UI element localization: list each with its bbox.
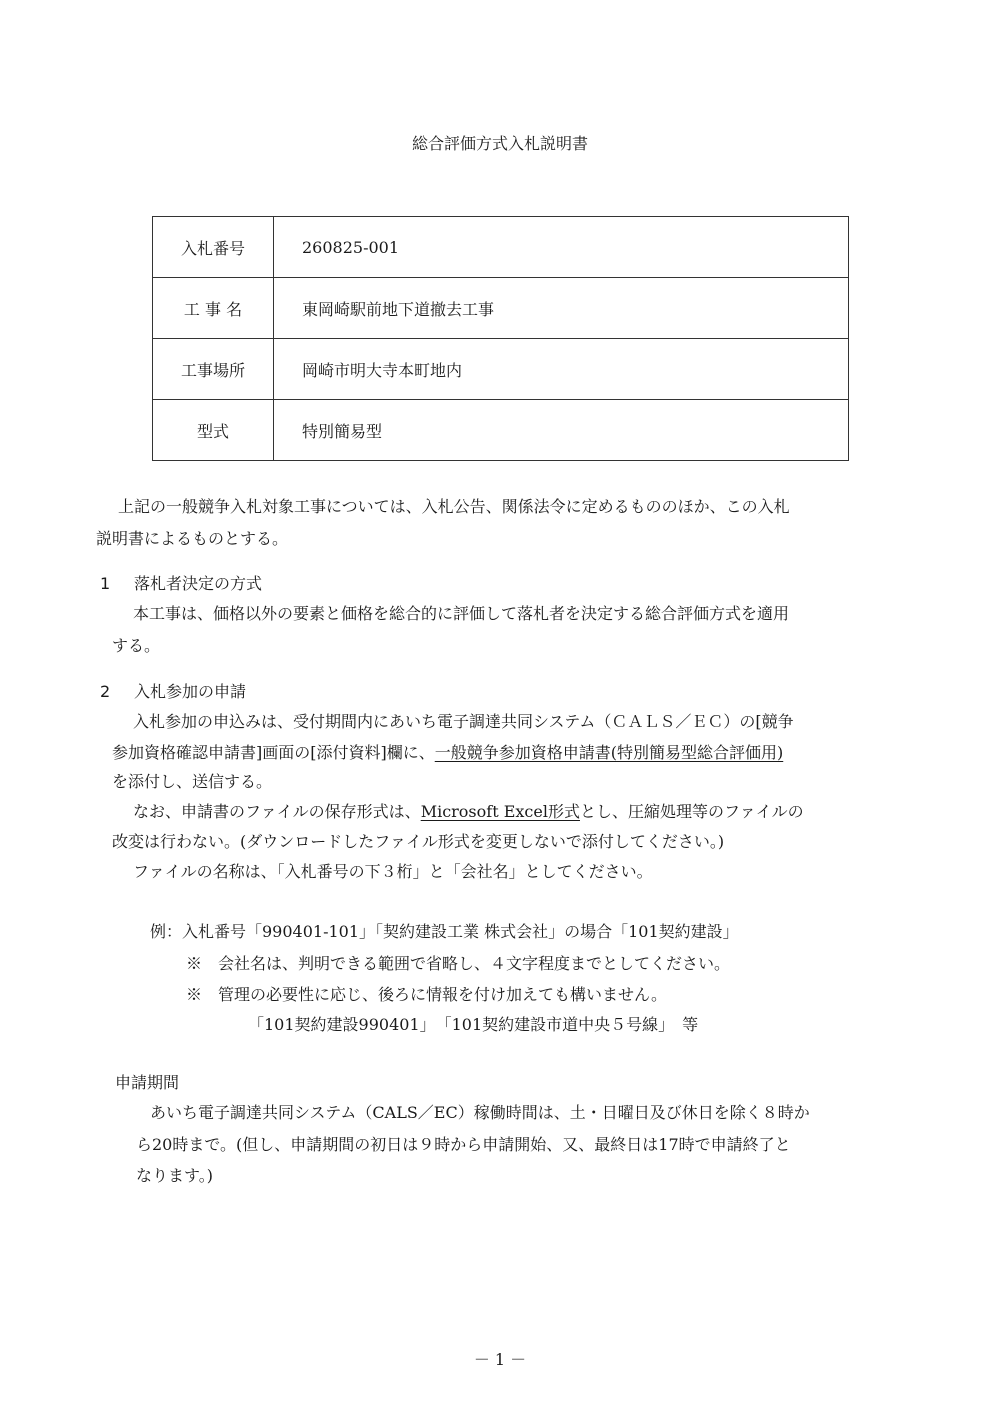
file-format-reference: Microsoft Excel形式 bbox=[420, 802, 580, 821]
text-span: 参加資格確認申請書]画面の[添付資料]欄に、 bbox=[112, 743, 435, 762]
section-2-line: 入札参加の申込みは、受付期間内にあいち電子調達共同システム（ＣＡＬＳ／ＥＣ）の[競争 bbox=[133, 712, 794, 731]
table-row bbox=[153, 278, 849, 339]
section-2-line bbox=[133, 796, 804, 828]
work-location-value: 岡崎市明大寺本町地内 bbox=[274, 339, 849, 400]
note-line: ※ 会社名は、判明できる範囲で省略し、４文字程度までとしてください。 bbox=[186, 954, 731, 973]
period-line: ら20時まで。(但し、申請期間の初日は９時から申請開始、又、最終日は17時で申請終了と bbox=[136, 1135, 791, 1154]
bid-number-value: 260825-001 bbox=[274, 217, 849, 278]
section-2-heading bbox=[100, 680, 246, 704]
section-title: 落札者決定の方式 bbox=[134, 574, 263, 593]
table-row bbox=[153, 400, 849, 461]
bid-number-label: 入札番号 bbox=[153, 217, 274, 278]
section-2-line: 改変は行わない。(ダウンロードしたファイル形式を変更しないで添付してください。) bbox=[112, 832, 725, 851]
section-2-line: を添付し、送信する。 bbox=[112, 772, 273, 791]
info-table bbox=[152, 216, 849, 461]
text-span: とし、圧縮処理等のファイルの bbox=[579, 802, 804, 821]
section-number: 2 bbox=[100, 682, 111, 701]
period-heading: 申請期間 bbox=[115, 1073, 180, 1092]
section-1-heading bbox=[100, 572, 262, 596]
page-title: 総合評価方式入札説明書 bbox=[411, 134, 588, 153]
section-number: 1 bbox=[100, 574, 111, 593]
period-line: なります。) bbox=[136, 1166, 213, 1185]
work-name-label: 工 事 名 bbox=[153, 278, 274, 339]
work-name-value: 東岡崎駅前地下道撤去工事 bbox=[274, 278, 849, 339]
page-number: － 1 － bbox=[473, 1350, 527, 1369]
type-value: 特別簡易型 bbox=[274, 400, 849, 461]
type-label: 型式 bbox=[153, 400, 274, 461]
intro-line: 説明書によるものとする。 bbox=[96, 529, 289, 548]
section-1-line: する。 bbox=[112, 636, 161, 655]
section-title: 入札参加の申請 bbox=[134, 682, 247, 701]
section-1-line: 本工事は、価格以外の要素と価格を総合的に評価して落札者を決定する総合評価方式を適用 bbox=[133, 604, 790, 623]
note-line: 「101契約建設990401」 「101契約建設市道中央５号線」 等 bbox=[248, 1015, 699, 1034]
example-line: 例：入札番号「990401-101」「契約建設工業 株式会社」の場合「101契約建設」 bbox=[150, 922, 739, 941]
section-2-line: ファイルの名称は、「入札番号の下３桁」と「会社名」としてください。 bbox=[133, 862, 653, 881]
work-location-label: 工事場所 bbox=[153, 339, 274, 400]
table-row bbox=[153, 217, 849, 278]
table-row bbox=[153, 339, 849, 400]
intro-line: 上記の一般競争入札対象工事については、入札公告、関係法令に定めるもののほか、この入札 bbox=[118, 497, 790, 516]
application-form-reference: 一般競争参加資格申請書(特別簡易型総合評価用) bbox=[434, 743, 784, 762]
section-2-line bbox=[112, 737, 783, 769]
period-line: あいち電子調達共同システム（CALS／EC）稼働時間は、土・日曜日及び休日を除く８時か bbox=[150, 1103, 810, 1122]
note-line: ※ 管理の必要性に応じ、後ろに情報を付け加えても構いません。 bbox=[186, 985, 667, 1004]
text-span: なお、申請書のファイルの保存形式は、 bbox=[133, 802, 421, 821]
